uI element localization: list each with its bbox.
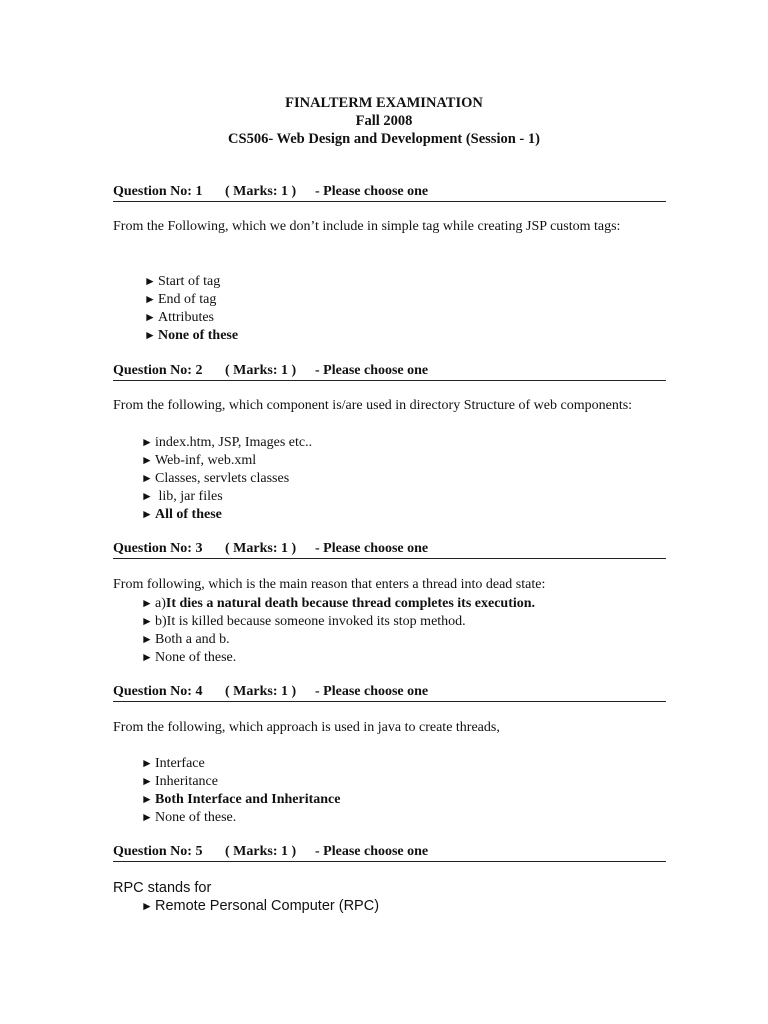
question-instruction: - Please choose one: [315, 184, 429, 199]
arrow-right-icon: ►: [144, 274, 156, 288]
arrow-right-icon: ►: [141, 614, 153, 628]
question-marks: ( Marks: 1 ): [225, 844, 297, 859]
question-2-option-4: ► lib, jar files: [141, 489, 223, 504]
question-instruction: - Please choose one: [315, 541, 429, 556]
arrow-right-icon: ►: [141, 507, 153, 521]
question-4-text: From the following, which approach is used in java to create threads,: [113, 720, 500, 735]
question-number: Question No: 2: [113, 363, 203, 378]
arrow-right-icon: ►: [144, 328, 156, 342]
question-5-header: [113, 843, 666, 862]
question-number: Question No: 3: [113, 541, 203, 556]
arrow-right-icon: ►: [141, 596, 153, 610]
question-4-option-2: ► Inheritance: [141, 774, 218, 789]
question-2-option-5: ► All of these: [141, 507, 222, 522]
arrow-right-icon: ►: [141, 650, 153, 664]
question-number: Question No: 4: [113, 684, 203, 699]
question-marks: ( Marks: 1 ): [225, 541, 297, 556]
question-number: Question No: 1: [113, 184, 203, 199]
question-4-header: [113, 683, 666, 702]
question-2-header: [113, 362, 666, 381]
question-1-text: From the Following, which we don’t include in simple tag while creating JSP custom tags:: [113, 219, 621, 234]
question-2-text: From the following, which component is/are used in directory Structure of web components:: [113, 398, 633, 413]
arrow-right-icon: ►: [141, 810, 153, 824]
exam-term: Fall 2008: [355, 113, 413, 129]
question-1-option-1: ► Start of tag: [144, 274, 221, 289]
exam-title: FINALTERM EXAMINATION: [285, 95, 483, 111]
arrow-right-icon: ►: [141, 756, 153, 770]
question-number: Question No: 5: [113, 844, 203, 859]
question-3-option-4: ► None of these.: [141, 650, 237, 665]
arrow-right-icon: ►: [141, 899, 153, 913]
question-instruction: - Please choose one: [315, 363, 429, 378]
question-4-option-4: ► None of these.: [141, 810, 237, 825]
arrow-right-icon: ►: [141, 471, 153, 485]
arrow-right-icon: ►: [141, 453, 153, 467]
question-instruction: - Please choose one: [315, 684, 429, 699]
question-5-option-1: ► Remote Personal Computer (RPC): [141, 898, 380, 914]
question-2-option-2: ► Web-inf, web.xml: [141, 453, 257, 468]
question-4-option-3: ► Both Interface and Inheritance: [141, 792, 341, 807]
question-3-text: From following, which is the main reason that enters a thread into dead state:: [113, 577, 546, 592]
question-instruction: - Please choose one: [315, 844, 429, 859]
question-2-option-1: ► index.htm, JSP, Images etc..: [141, 435, 313, 450]
arrow-right-icon: ►: [141, 792, 153, 806]
arrow-right-icon: ►: [144, 310, 156, 324]
arrow-right-icon: ►: [144, 292, 156, 306]
question-marks: ( Marks: 1 ): [225, 363, 297, 378]
question-3-header: [113, 540, 666, 559]
question-1-option-4: ► None of these: [144, 328, 239, 343]
question-3-option-2: ► b)It is killed because someone invoked its stop method.: [141, 614, 466, 629]
question-marks: ( Marks: 1 ): [225, 684, 297, 699]
question-5-text: RPC stands for: [113, 880, 212, 896]
arrow-right-icon: ►: [141, 774, 153, 788]
question-3-option-3: ► Both a and b.: [141, 632, 230, 647]
question-3-option-1: ► a)It dies a natural death because thread completes its execution.: [141, 596, 536, 611]
question-marks: ( Marks: 1 ): [225, 184, 297, 199]
course-title: CS506- Web Design and Development (Session - 1): [228, 131, 540, 147]
question-4-option-1: ► Interface: [141, 756, 205, 771]
question-2-option-3: ► Classes, servlets classes: [141, 471, 290, 486]
question-1-option-3: ► Attributes: [144, 310, 214, 325]
arrow-right-icon: ►: [141, 489, 153, 503]
arrow-right-icon: ►: [141, 435, 153, 449]
question-1-option-2: ► End of tag: [144, 292, 217, 307]
arrow-right-icon: ►: [141, 632, 153, 646]
question-1-header: [113, 183, 666, 202]
